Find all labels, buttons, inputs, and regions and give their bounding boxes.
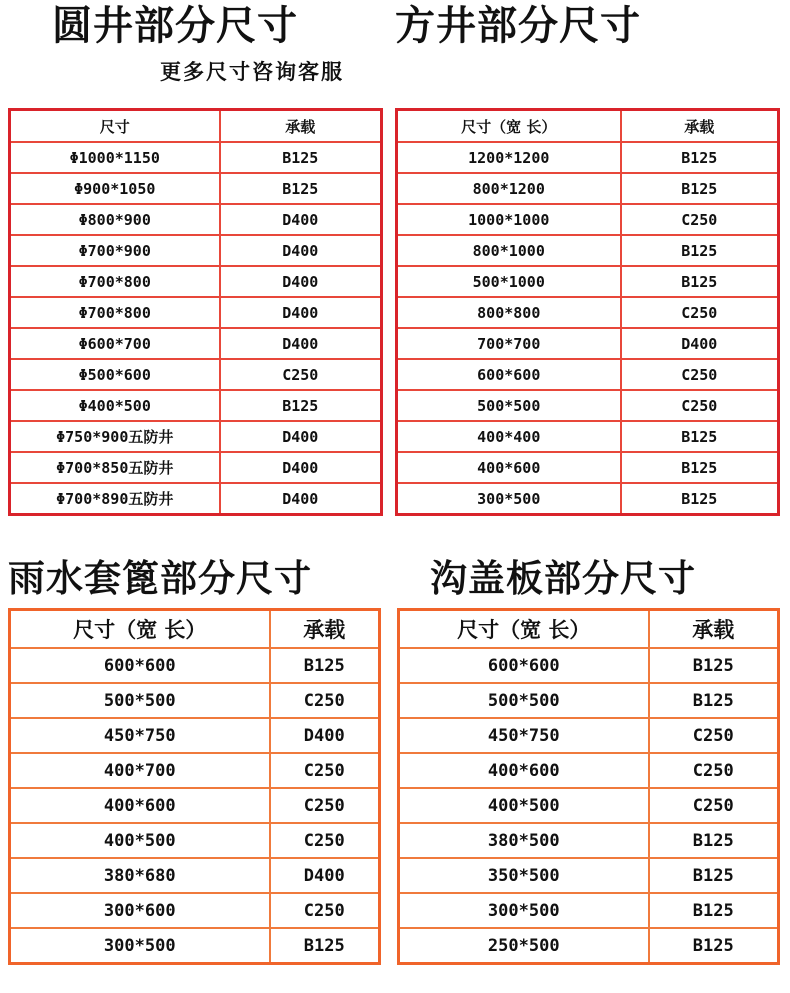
table-row [10, 483, 382, 515]
load-class-cell: D400 [220, 204, 382, 235]
size-cell: Φ700*800 [10, 297, 220, 328]
table-row [397, 359, 779, 390]
table-row [10, 328, 382, 359]
size-cell: 600*600 [10, 648, 270, 683]
table-header-row [397, 110, 779, 143]
load-class-cell: C250 [649, 788, 779, 823]
table-row [397, 483, 779, 515]
load-class-cell: C250 [270, 683, 380, 718]
load-class-cell: D400 [220, 452, 382, 483]
table-row [399, 788, 779, 823]
table-row [10, 893, 380, 928]
square-well-table [395, 108, 780, 516]
table-row [10, 788, 380, 823]
load-class-cell: D400 [220, 297, 382, 328]
load-class-cell: B125 [621, 266, 779, 297]
size-cell: Φ750*900五防井 [10, 421, 220, 452]
table-row [10, 858, 380, 893]
size-cell: Φ700*800 [10, 266, 220, 297]
table-row [397, 204, 779, 235]
load-class-header: 承载 [621, 110, 779, 143]
size-header: 尺寸（宽 长） [399, 610, 649, 649]
size-cell: 400*700 [10, 753, 270, 788]
size-cell: 450*750 [10, 718, 270, 753]
size-cell: Φ700*900 [10, 235, 220, 266]
table-row [397, 297, 779, 328]
load-class-header: 承载 [649, 610, 779, 649]
table-row [10, 142, 382, 173]
table-row [10, 235, 382, 266]
load-class-cell: B125 [649, 823, 779, 858]
table-row [399, 893, 779, 928]
size-cell: Φ700*850五防井 [10, 452, 220, 483]
load-class-cell: C250 [621, 297, 779, 328]
table-row [10, 452, 382, 483]
table-row [10, 297, 382, 328]
table-row [397, 452, 779, 483]
table-row [397, 142, 779, 173]
size-cell: 500*1000 [397, 266, 621, 297]
size-cell: 380*680 [10, 858, 270, 893]
size-cell: Φ700*890五防井 [10, 483, 220, 515]
table-row [10, 648, 380, 683]
load-class-cell: B125 [621, 142, 779, 173]
round-well-table [8, 108, 383, 516]
size-cell: 450*750 [399, 718, 649, 753]
load-class-cell: B125 [621, 173, 779, 204]
table-row [397, 266, 779, 297]
ditch-cover-title: 沟盖板部分尺寸 [430, 557, 696, 600]
load-class-cell: C250 [270, 893, 380, 928]
size-cell: 600*600 [399, 648, 649, 683]
load-class-cell: C250 [649, 718, 779, 753]
size-cell: 600*600 [397, 359, 621, 390]
load-class-cell: B125 [649, 858, 779, 893]
load-class-cell: C250 [621, 359, 779, 390]
load-class-cell: C250 [621, 390, 779, 421]
table-header-row [10, 110, 382, 143]
load-class-cell: C250 [649, 753, 779, 788]
size-cell: Φ600*700 [10, 328, 220, 359]
ditch-cover-table [397, 608, 780, 965]
size-cell: 400*500 [399, 788, 649, 823]
table-row [397, 235, 779, 266]
table-row [10, 204, 382, 235]
table-header-row [10, 610, 380, 649]
size-cell: 800*800 [397, 297, 621, 328]
size-cell: 400*600 [397, 452, 621, 483]
table-row [399, 683, 779, 718]
load-class-cell: D400 [220, 235, 382, 266]
round-well-title: 圆井部分尺寸 [52, 3, 298, 49]
table-row [10, 359, 382, 390]
subtitle: 更多尺寸咨询客服 [160, 60, 344, 84]
table-row [10, 173, 382, 204]
table-row [10, 928, 380, 964]
load-class-header: 承载 [220, 110, 382, 143]
load-class-cell: D400 [270, 718, 380, 753]
size-cell: Φ500*600 [10, 359, 220, 390]
size-cell: 1200*1200 [397, 142, 621, 173]
size-cell: 400*500 [10, 823, 270, 858]
load-class-cell: D400 [220, 483, 382, 515]
size-cell: 400*600 [399, 753, 649, 788]
load-class-cell: B125 [621, 235, 779, 266]
size-header: 尺寸（宽 长） [10, 610, 270, 649]
size-cell: 350*500 [399, 858, 649, 893]
load-class-cell: B125 [270, 928, 380, 964]
size-cell: 1000*1000 [397, 204, 621, 235]
load-class-cell: C250 [621, 204, 779, 235]
size-cell: 500*500 [397, 390, 621, 421]
table-header-row [399, 610, 779, 649]
table-row [10, 266, 382, 297]
size-cell: 300*600 [10, 893, 270, 928]
load-class-cell: B125 [649, 928, 779, 964]
load-class-cell: B125 [270, 648, 380, 683]
table-row [399, 753, 779, 788]
size-cell: 400*400 [397, 421, 621, 452]
table-row [399, 928, 779, 964]
table-row [10, 683, 380, 718]
load-class-cell: D400 [220, 266, 382, 297]
size-cell: Φ900*1050 [10, 173, 220, 204]
size-cell: 800*1200 [397, 173, 621, 204]
size-cell: 700*700 [397, 328, 621, 359]
load-class-cell: C250 [270, 753, 380, 788]
load-class-cell: B125 [621, 421, 779, 452]
load-class-cell: B125 [220, 173, 382, 204]
table-row [399, 648, 779, 683]
table-row [397, 390, 779, 421]
load-class-cell: D400 [621, 328, 779, 359]
table-row [10, 718, 380, 753]
load-class-cell: C250 [270, 788, 380, 823]
square-well-title: 方井部分尺寸 [395, 3, 641, 49]
load-class-cell: B125 [220, 390, 382, 421]
table-row [10, 823, 380, 858]
size-cell: 400*600 [10, 788, 270, 823]
size-cell: 300*500 [397, 483, 621, 515]
load-class-cell: C250 [270, 823, 380, 858]
size-cell: 800*1000 [397, 235, 621, 266]
load-class-cell: C250 [220, 359, 382, 390]
load-class-cell: B125 [621, 452, 779, 483]
table-row [397, 421, 779, 452]
load-class-cell: D400 [220, 328, 382, 359]
table-row [397, 173, 779, 204]
size-header: 尺寸（宽 长） [397, 110, 621, 143]
table-row [399, 858, 779, 893]
load-class-cell: B125 [220, 142, 382, 173]
size-header: 尺寸 [10, 110, 220, 143]
load-class-cell: D400 [220, 421, 382, 452]
load-class-cell: B125 [649, 648, 779, 683]
table-row [397, 328, 779, 359]
load-class-cell: D400 [270, 858, 380, 893]
load-class-cell: B125 [649, 893, 779, 928]
size-cell: 250*500 [399, 928, 649, 964]
rain-grate-table [8, 608, 381, 965]
size-cell: 500*500 [399, 683, 649, 718]
size-cell: Φ1000*1150 [10, 142, 220, 173]
load-class-header: 承载 [270, 610, 380, 649]
table-row [10, 753, 380, 788]
load-class-cell: B125 [621, 483, 779, 515]
table-row [399, 823, 779, 858]
table-row [10, 421, 382, 452]
size-cell: Φ400*500 [10, 390, 220, 421]
size-cell: 500*500 [10, 683, 270, 718]
size-cell: 300*500 [10, 928, 270, 964]
size-cell: Φ800*900 [10, 204, 220, 235]
load-class-cell: B125 [649, 683, 779, 718]
size-cell: 380*500 [399, 823, 649, 858]
table-row [10, 390, 382, 421]
table-row [399, 718, 779, 753]
rain-grate-title: 雨水套篦部分尺寸 [8, 557, 312, 600]
size-cell: 300*500 [399, 893, 649, 928]
